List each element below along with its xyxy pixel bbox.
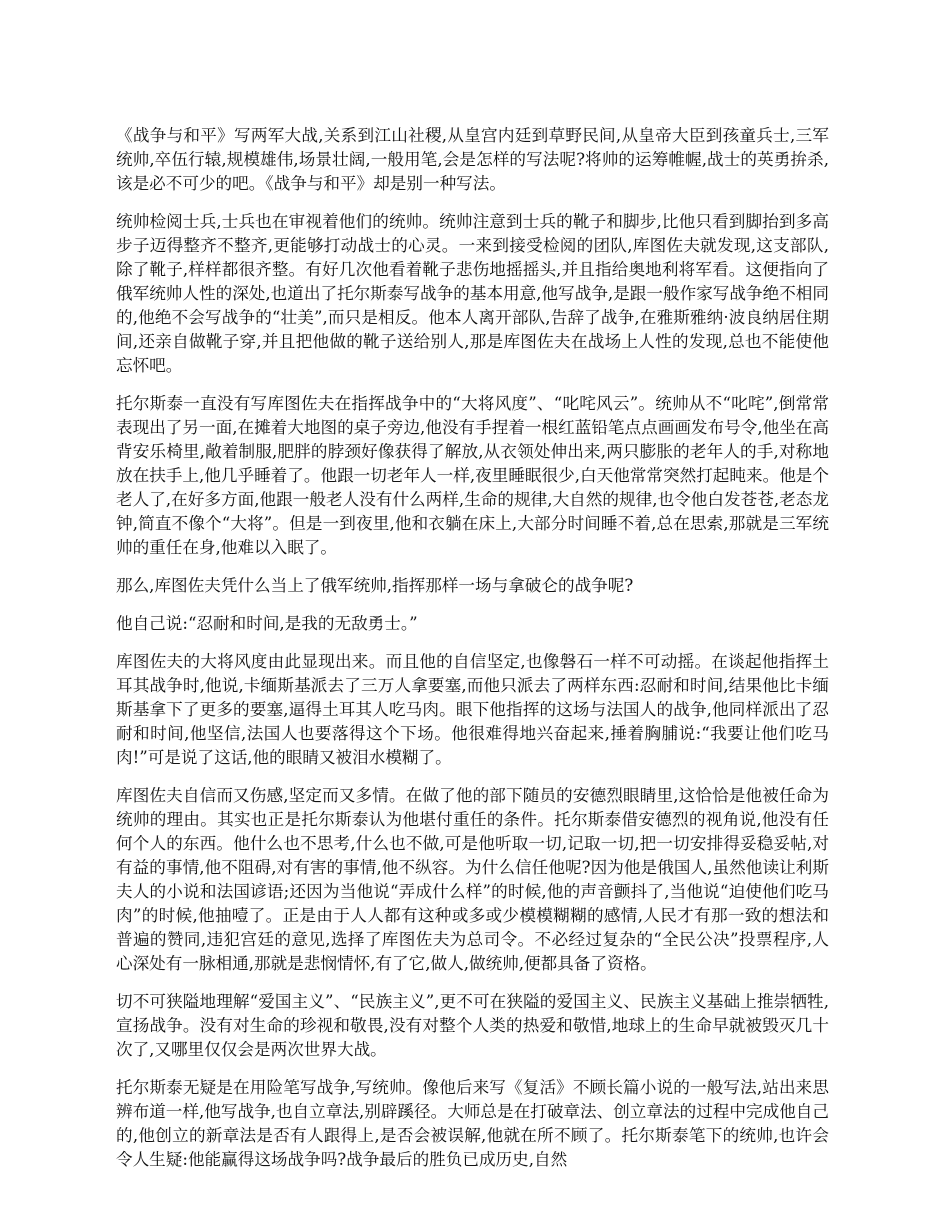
paragraph: 库图佐夫的大将风度由此显现出来。而且他的自信坚定,也像磐石一样不可动摇。在谈起他指挥土耳其战争时,他说,卡缅斯基派去了三万人拿要塞,而他只派去了两样东西:忍耐和时间,结果他比卡缅斯基拿下了更多的要塞,逼得土耳其人吃马肉。眼下他指挥的这场与法国人的战争,他同样派出了忍耐和时间,他坚信,法国人也要落得这个下场。他很难得地兴奋起来,捶着胸脯说:“我要让他们吃马肉!”可是说了这话,他的眼睛又被泪水模糊了。 bbox=[116, 652, 829, 767]
paragraph: 切不可狭隘地理解“爱国主义”、“民族主义”,更不可在狭隘的爱国主义、民族主义基础上推崇牺牲,宣扬战争。没有对生命的珍视和敬畏,没有对整个人类的热爱和敬惜,地球上的生命早就被毁灭几十次了,又哪里仅仅会是两次世界大战。 bbox=[116, 992, 829, 1059]
paragraph: 库图佐夫自信而又伤感,坚定而又多情。在做了他的部下随员的安德烈眼睛里,这恰恰是他被任命为统帅的理由。其实也正是托尔斯泰认为他堪付重任的条件。托尔斯泰借安德烈的视角说,他没有任何个人的东西。他什么也不思考,什么也不做,可是他听取一切,记取一切,把一切安排得妥稳妥帖,对有益的事情,他不阻碍,对有害的事情,他不纵容。为什么信任他呢?因为他是俄国人,虽然他读让利斯夫人的小说和法国谚语;还因为当他说“弄成什么样”的时候,他的声音颤抖了,当他说“迫使他们吃马肉”的时候,他抽噎了。正是由于人人都有这种或多或少模模糊糊的感情,人民才有那一致的想法和普遍的赞同,违犯宫廷的意见,选择了库图佐夫为总司令。不必经过复杂的“全民公决”投票程序,人心深处有一脉相通,那就是悲悯情怀,有了它,做人,做统帅,便都具备了资格。 bbox=[116, 786, 829, 973]
paragraph: 《战争与和平》写两军大战,关系到江山社稷,从皇宫内廷到草野民间,从皇帝大臣到孩童兵士,三军统帅,卒伍行辕,规模雄伟,场景壮阔,一般用笔,会是怎样的写法呢?将帅的运筹帷幄,战士的英勇拚杀,该是必不可少的吧。《战争与和平》却是别一种写法。 bbox=[116, 126, 829, 193]
paragraph: 他自己说:“忍耐和时间,是我的无敌勇士。” bbox=[116, 614, 418, 633]
paragraph: 托尔斯泰无疑是在用险笔写战争,写统帅。像他后来写《复活》不顾长篇小说的一般写法,站出来思辨布道一样,他写战争,也自立章法,别辟蹊径。大师总是在打破章法、创立章法的过程中完成他自己的,他创立的新章法是否有人跟得上,是否会被误解,他就在所不顾了。托尔斯泰笔下的统帅,也许会令人生疑:他能赢得这场战争吗?战争最后的胜负已成历史,自然 bbox=[116, 1078, 829, 1169]
paragraph: 那么,库图佐夫凭什么当上了俄军统帅,指挥那样一场与拿破仑的战争呢? bbox=[116, 576, 634, 595]
paragraph: 托尔斯泰一直没有写库图佐夫在指挥战争中的“大将风度”、“叱咤风云”。统帅从不“叱咤”,倒常常表现出了另一面,在摊着大地图的桌子旁边,他没有手捏着一根红蓝铅笔点点画画发布号令,他坐在高背安乐椅里,敞着制服,肥胖的脖颈好像获得了解放,从衣领处伸出来,两只膨胀的老年人的手,对称地放在扶手上,他几乎睡着了。他跟一切老年人一样,夜里睡眠很少,白天他常常突然打起盹来。他是个老人了,在好多方面,他跟一般老人没有什么两样,生命的规律,大自然的规律,也令他白发苍苍,老态龙钟,简直不像个“大将”。但是一到夜里,他和衣躺在床上,大部分时间睡不着,总在思索,那就是三军统帅的重任在身,他难以入眠了。 bbox=[116, 394, 829, 557]
article-body bbox=[116, 124, 829, 1186]
paragraph: 统帅检阅士兵,士兵也在审视着他们的统帅。统帅注意到士兵的靴子和脚步,比他只看到脚抬到多高步子迈得整齐不整齐,更能够打动战士的心灵。一来到接受检阅的团队,库图佐夫就发现,这支部队,除了靴子,样样都很齐整。有好几次他看着靴子悲伤地摇摇头,并且指给奥地利将军看。这便指向了俄军统帅人性的深处,也道出了托尔斯泰写战争的基本用意,他写战争,是跟一般作家写战争绝不相同的,他绝不会写战争的“壮美”,而只是相反。他本人离开部队,告辞了战争,在雅斯雅纳·波良纳居住期间,还亲自做靴子穿,并且把他做的靴子送给别人,那是库图佐夫在战场上人性的发现,总也不能使他忘怀吧。 bbox=[116, 212, 829, 375]
